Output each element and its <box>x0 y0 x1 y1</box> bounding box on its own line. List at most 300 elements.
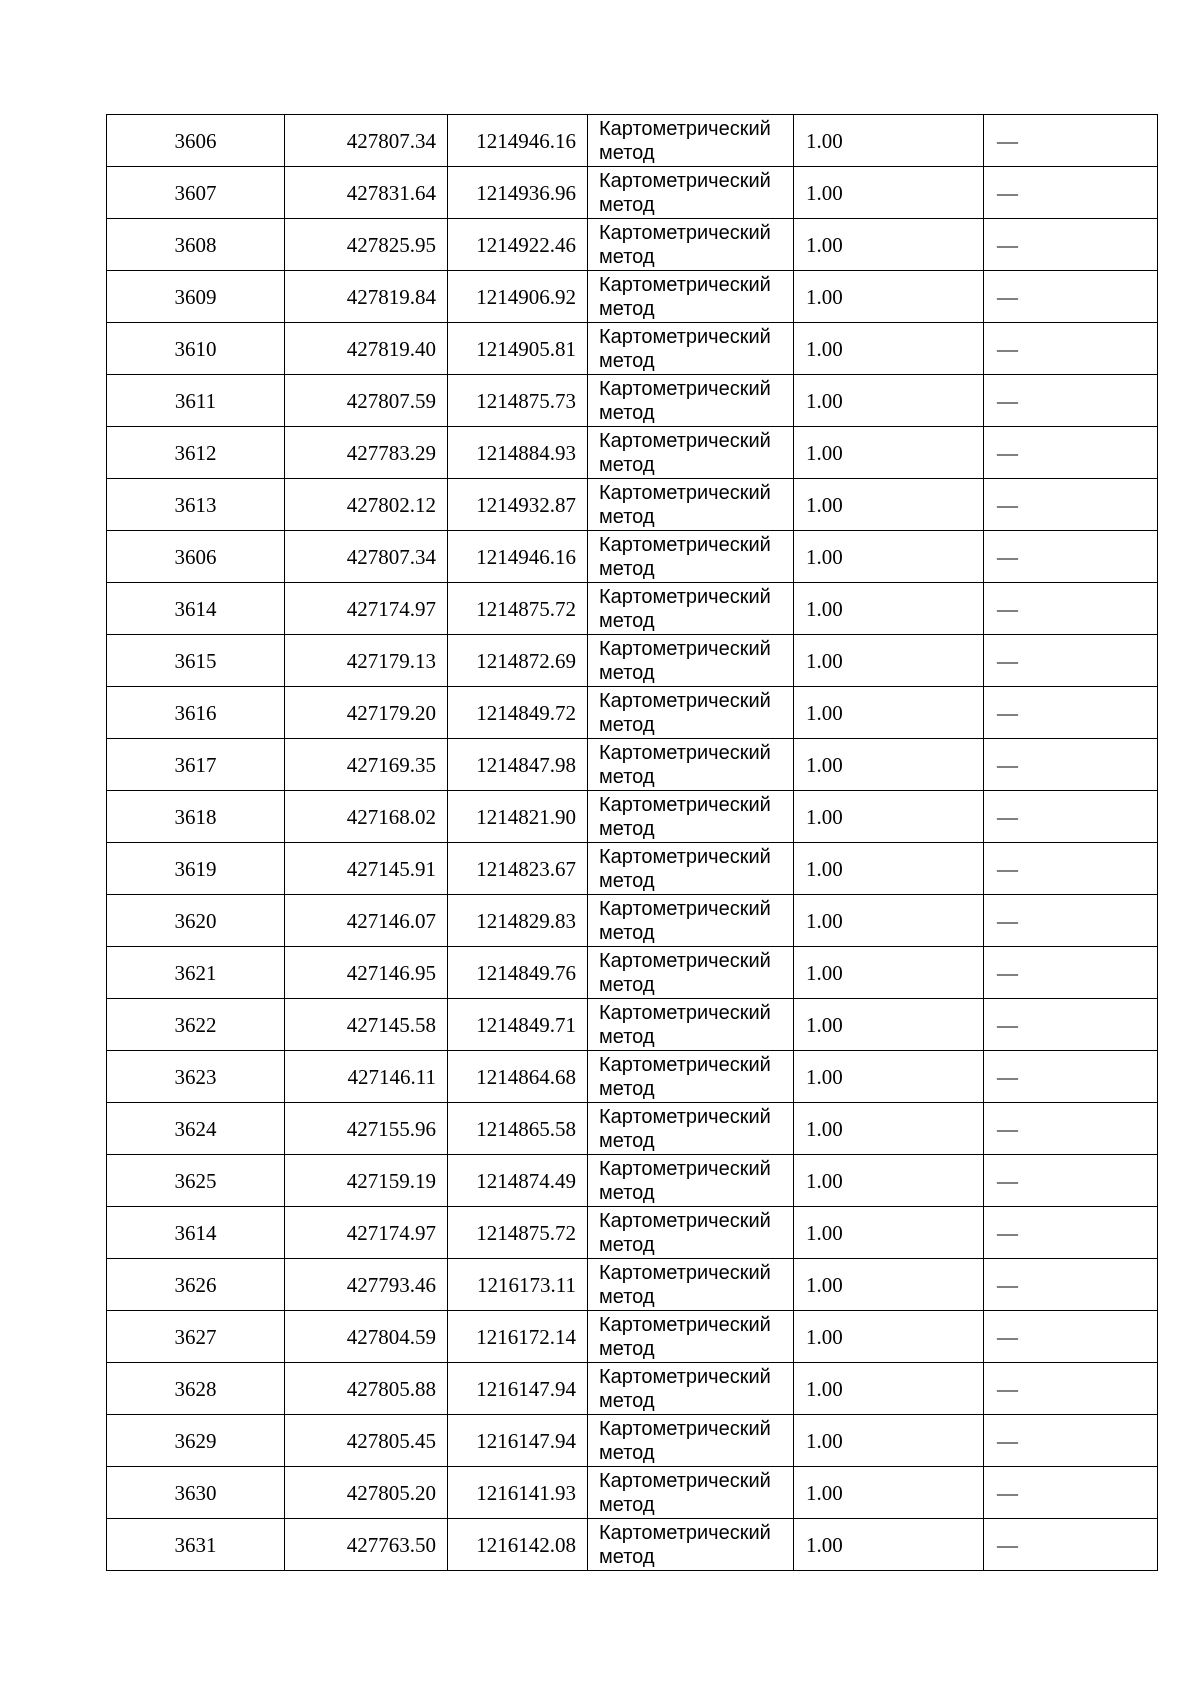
table-row <box>107 1311 1158 1363</box>
accuracy-cell <box>794 1207 984 1259</box>
accuracy-text: 1.00 <box>806 752 843 777</box>
table-row <box>107 1363 1158 1415</box>
x-coordinate-text: 427155.96 <box>346 1116 436 1141</box>
x-coordinate-text: 427807.59 <box>346 388 436 413</box>
y-coordinate-cell <box>448 427 588 479</box>
accuracy-text: 1.00 <box>806 492 843 517</box>
y-coordinate-text: 1214849.71 <box>476 1012 576 1037</box>
method-text: Картометрический метод <box>599 1417 771 1464</box>
accuracy-text: 1.00 <box>806 648 843 673</box>
description-cell <box>984 1259 1158 1311</box>
description-cell <box>984 479 1158 531</box>
accuracy-text: 1.00 <box>806 960 843 985</box>
method-cell <box>588 479 794 531</box>
x-coordinate-cell <box>285 843 448 895</box>
point-number-cell: 3623 <box>107 1051 285 1103</box>
x-coordinate-cell <box>285 895 448 947</box>
description-cell <box>984 1363 1158 1415</box>
x-coordinate-cell <box>285 479 448 531</box>
x-coordinate-text: 427783.29 <box>346 440 436 465</box>
method-cell <box>588 1363 794 1415</box>
x-coordinate-text: 427145.91 <box>346 856 436 881</box>
y-coordinate-text: 1214872.69 <box>476 648 576 673</box>
table-row <box>107 947 1158 999</box>
point-number-cell: 3613 <box>107 479 285 531</box>
accuracy-text: 1.00 <box>806 1064 843 1089</box>
accuracy-cell <box>794 739 984 791</box>
method-cell <box>588 1311 794 1363</box>
method-cell <box>588 219 794 271</box>
table-row <box>107 271 1158 323</box>
x-coordinate-cell <box>285 115 448 167</box>
method-text: Картометрический метод <box>599 273 771 320</box>
table-row <box>107 531 1158 583</box>
x-coordinate-text: 427146.95 <box>346 960 436 985</box>
y-coordinate-text: 1214875.72 <box>476 596 576 621</box>
method-cell <box>588 1103 794 1155</box>
table-row <box>107 479 1158 531</box>
y-coordinate-cell <box>448 1415 588 1467</box>
accuracy-text: 1.00 <box>806 804 843 829</box>
y-coordinate-text: 1214946.16 <box>476 128 576 153</box>
x-coordinate-text: 427819.84 <box>346 284 436 309</box>
method-cell <box>588 1467 794 1519</box>
y-coordinate-cell <box>448 895 588 947</box>
description-cell <box>984 947 1158 999</box>
y-coordinate-cell <box>448 167 588 219</box>
accuracy-text: 1.00 <box>806 1012 843 1037</box>
description-text: — <box>997 596 1018 621</box>
y-coordinate-text: 1214829.83 <box>476 908 576 933</box>
table-row <box>107 895 1158 947</box>
x-coordinate-text: 427174.97 <box>346 596 436 621</box>
point-number-cell: 3615 <box>107 635 285 687</box>
y-coordinate-cell <box>448 583 588 635</box>
accuracy-cell <box>794 791 984 843</box>
x-coordinate-text: 427168.02 <box>346 804 436 829</box>
method-text: Картометрический метод <box>599 1469 771 1516</box>
method-cell <box>588 375 794 427</box>
description-cell <box>984 167 1158 219</box>
method-text: Картометрический метод <box>599 377 771 424</box>
description-text: — <box>997 804 1018 829</box>
point-number-cell: 3627 <box>107 1311 285 1363</box>
accuracy-text: 1.00 <box>806 1532 843 1557</box>
description-text: — <box>997 440 1018 465</box>
x-coordinate-text: 427807.34 <box>346 544 436 569</box>
point-number-cell: 3616 <box>107 687 285 739</box>
method-text: Картометрический метод <box>599 845 771 892</box>
x-coordinate-cell <box>285 1311 448 1363</box>
y-coordinate-text: 1214875.73 <box>476 388 576 413</box>
description-cell <box>984 375 1158 427</box>
x-coordinate-cell <box>285 583 448 635</box>
method-text: Картометрический метод <box>599 1521 771 1568</box>
accuracy-text: 1.00 <box>806 1220 843 1245</box>
y-coordinate-text: 1214906.92 <box>476 284 576 309</box>
x-coordinate-text: 427146.11 <box>347 1064 436 1089</box>
accuracy-text: 1.00 <box>806 232 843 257</box>
description-cell <box>984 635 1158 687</box>
method-cell <box>588 999 794 1051</box>
accuracy-cell <box>794 1051 984 1103</box>
method-text: Картометрический метод <box>599 117 771 164</box>
x-coordinate-cell <box>285 739 448 791</box>
method-text: Картометрический метод <box>599 689 771 736</box>
description-text: — <box>997 388 1018 413</box>
accuracy-text: 1.00 <box>806 1116 843 1141</box>
point-number-cell: 3606 <box>107 115 285 167</box>
description-text: — <box>997 648 1018 673</box>
description-cell <box>984 1051 1158 1103</box>
y-coordinate-text: 1214922.46 <box>476 232 576 257</box>
y-coordinate-text: 1214865.58 <box>476 1116 576 1141</box>
accuracy-text: 1.00 <box>806 856 843 881</box>
method-text: Картометрический метод <box>599 325 771 372</box>
description-cell <box>984 1155 1158 1207</box>
table-row <box>107 1155 1158 1207</box>
y-coordinate-cell <box>448 687 588 739</box>
table-row <box>107 999 1158 1051</box>
y-coordinate-cell <box>448 531 588 583</box>
accuracy-text: 1.00 <box>806 440 843 465</box>
table-row <box>107 1259 1158 1311</box>
description-cell <box>984 999 1158 1051</box>
method-cell <box>588 739 794 791</box>
point-number-cell: 3625 <box>107 1155 285 1207</box>
accuracy-text: 1.00 <box>806 700 843 725</box>
x-coordinate-cell <box>285 323 448 375</box>
x-coordinate-cell <box>285 219 448 271</box>
point-number-cell: 3611 <box>107 375 285 427</box>
y-coordinate-text: 1214849.76 <box>476 960 576 985</box>
x-coordinate-text: 427179.20 <box>346 700 436 725</box>
accuracy-cell <box>794 895 984 947</box>
table-row <box>107 115 1158 167</box>
method-cell <box>588 531 794 583</box>
method-cell <box>588 1155 794 1207</box>
table-row <box>107 427 1158 479</box>
table-row <box>107 219 1158 271</box>
y-coordinate-cell <box>448 999 588 1051</box>
x-coordinate-cell <box>285 1259 448 1311</box>
point-number-cell: 3629 <box>107 1415 285 1467</box>
method-text: Картометрический метод <box>599 1209 771 1256</box>
description-cell <box>984 531 1158 583</box>
accuracy-text: 1.00 <box>806 1480 843 1505</box>
y-coordinate-cell <box>448 1155 588 1207</box>
description-text: — <box>997 1480 1018 1505</box>
point-number-cell: 3628 <box>107 1363 285 1415</box>
method-cell <box>588 1415 794 1467</box>
y-coordinate-text: 1214932.87 <box>476 492 576 517</box>
accuracy-text: 1.00 <box>806 596 843 621</box>
description-text: — <box>997 492 1018 517</box>
method-text: Картометрический метод <box>599 169 771 216</box>
y-coordinate-cell <box>448 1207 588 1259</box>
method-text: Картометрический метод <box>599 1105 771 1152</box>
x-coordinate-cell <box>285 1415 448 1467</box>
x-coordinate-text: 427825.95 <box>346 232 436 257</box>
x-coordinate-cell <box>285 1467 448 1519</box>
accuracy-cell <box>794 1415 984 1467</box>
method-text: Картометрический метод <box>599 533 771 580</box>
y-coordinate-text: 1214936.96 <box>476 180 576 205</box>
method-text: Картометрический метод <box>599 481 771 528</box>
accuracy-text: 1.00 <box>806 544 843 569</box>
table-row <box>107 1207 1158 1259</box>
table-row <box>107 635 1158 687</box>
description-cell <box>984 739 1158 791</box>
description-cell <box>984 583 1158 635</box>
table-row <box>107 1467 1158 1519</box>
description-cell <box>984 1103 1158 1155</box>
description-text: — <box>997 1116 1018 1141</box>
y-coordinate-text: 1216173.11 <box>477 1272 576 1297</box>
x-coordinate-cell <box>285 1207 448 1259</box>
description-cell <box>984 219 1158 271</box>
x-coordinate-cell <box>285 427 448 479</box>
accuracy-cell <box>794 375 984 427</box>
method-cell <box>588 115 794 167</box>
description-cell <box>984 115 1158 167</box>
method-cell <box>588 427 794 479</box>
point-number-cell: 3624 <box>107 1103 285 1155</box>
y-coordinate-cell <box>448 115 588 167</box>
method-cell <box>588 271 794 323</box>
accuracy-cell <box>794 1155 984 1207</box>
method-text: Картометрический метод <box>599 741 771 788</box>
method-cell <box>588 1051 794 1103</box>
y-coordinate-text: 1214821.90 <box>476 804 576 829</box>
method-cell <box>588 791 794 843</box>
y-coordinate-text: 1214849.72 <box>476 700 576 725</box>
accuracy-text: 1.00 <box>806 128 843 153</box>
y-coordinate-cell <box>448 1259 588 1311</box>
description-text: — <box>997 1272 1018 1297</box>
accuracy-cell <box>794 479 984 531</box>
accuracy-cell <box>794 271 984 323</box>
y-coordinate-cell <box>448 323 588 375</box>
y-coordinate-text: 1216147.94 <box>476 1428 576 1453</box>
method-text: Картометрический метод <box>599 793 771 840</box>
y-coordinate-cell <box>448 479 588 531</box>
y-coordinate-text: 1216141.93 <box>476 1480 576 1505</box>
point-number-cell: 3607 <box>107 167 285 219</box>
accuracy-cell <box>794 635 984 687</box>
x-coordinate-cell <box>285 375 448 427</box>
accuracy-text: 1.00 <box>806 1324 843 1349</box>
point-number-cell: 3620 <box>107 895 285 947</box>
method-cell <box>588 167 794 219</box>
accuracy-cell <box>794 167 984 219</box>
accuracy-cell <box>794 1467 984 1519</box>
description-cell <box>984 791 1158 843</box>
method-text: Картометрический метод <box>599 1313 771 1360</box>
point-number-cell: 3631 <box>107 1519 285 1571</box>
y-coordinate-cell <box>448 1363 588 1415</box>
y-coordinate-text: 1214884.93 <box>476 440 576 465</box>
method-cell <box>588 947 794 999</box>
point-number-cell: 3610 <box>107 323 285 375</box>
x-coordinate-text: 427805.45 <box>346 1428 436 1453</box>
point-number-cell: 3617 <box>107 739 285 791</box>
description-text: — <box>997 908 1018 933</box>
y-coordinate-cell <box>448 635 588 687</box>
y-coordinate-cell <box>448 843 588 895</box>
y-coordinate-cell <box>448 1103 588 1155</box>
y-coordinate-cell <box>448 375 588 427</box>
table-row <box>107 323 1158 375</box>
table-row <box>107 739 1158 791</box>
x-coordinate-text: 427763.50 <box>346 1532 436 1557</box>
y-coordinate-cell <box>448 1467 588 1519</box>
method-cell <box>588 843 794 895</box>
x-coordinate-text: 427179.13 <box>346 648 436 673</box>
table-body <box>107 115 1158 1571</box>
accuracy-cell <box>794 1259 984 1311</box>
table-row <box>107 375 1158 427</box>
method-text: Картометрический метод <box>599 1001 771 1048</box>
method-text: Картометрический метод <box>599 1365 771 1412</box>
x-coordinate-text: 427174.97 <box>346 1220 436 1245</box>
description-cell <box>984 1467 1158 1519</box>
point-number-cell: 3622 <box>107 999 285 1051</box>
accuracy-cell <box>794 1311 984 1363</box>
x-coordinate-text: 427804.59 <box>346 1324 436 1349</box>
point-number-cell: 3614 <box>107 1207 285 1259</box>
description-cell <box>984 687 1158 739</box>
description-cell <box>984 843 1158 895</box>
description-text: — <box>997 1012 1018 1037</box>
x-coordinate-text: 427807.34 <box>346 128 436 153</box>
accuracy-cell <box>794 1519 984 1571</box>
x-coordinate-text: 427805.20 <box>346 1480 436 1505</box>
x-coordinate-text: 427805.88 <box>346 1376 436 1401</box>
method-text: Картометрический метод <box>599 1261 771 1308</box>
description-text: — <box>997 128 1018 153</box>
y-coordinate-text: 1214823.67 <box>476 856 576 881</box>
x-coordinate-cell <box>285 1051 448 1103</box>
method-text: Картометрический метод <box>599 221 771 268</box>
accuracy-cell <box>794 531 984 583</box>
x-coordinate-cell <box>285 791 448 843</box>
point-number-cell: 3630 <box>107 1467 285 1519</box>
description-cell <box>984 895 1158 947</box>
point-number-cell: 3606 <box>107 531 285 583</box>
point-number-cell: 3614 <box>107 583 285 635</box>
y-coordinate-text: 1214847.98 <box>476 752 576 777</box>
accuracy-cell <box>794 1363 984 1415</box>
description-text: — <box>997 1532 1018 1557</box>
method-text: Картометрический метод <box>599 429 771 476</box>
description-text: — <box>997 752 1018 777</box>
y-coordinate-text: 1214875.72 <box>476 1220 576 1245</box>
y-coordinate-text: 1216147.94 <box>476 1376 576 1401</box>
method-text: Картометрический метод <box>599 1053 771 1100</box>
accuracy-text: 1.00 <box>806 284 843 309</box>
x-coordinate-text: 427793.46 <box>346 1272 436 1297</box>
description-cell <box>984 1519 1158 1571</box>
table-row <box>107 1103 1158 1155</box>
method-text: Картометрический метод <box>599 897 771 944</box>
method-cell <box>588 583 794 635</box>
description-cell <box>984 1415 1158 1467</box>
accuracy-text: 1.00 <box>806 1376 843 1401</box>
accuracy-text: 1.00 <box>806 336 843 361</box>
y-coordinate-text: 1216142.08 <box>476 1532 576 1557</box>
accuracy-cell <box>794 115 984 167</box>
point-number-cell: 3608 <box>107 219 285 271</box>
method-cell <box>588 895 794 947</box>
x-coordinate-text: 427146.07 <box>346 908 436 933</box>
description-text: — <box>997 960 1018 985</box>
x-coordinate-cell <box>285 1155 448 1207</box>
description-text: — <box>997 284 1018 309</box>
accuracy-cell <box>794 687 984 739</box>
method-cell <box>588 1207 794 1259</box>
y-coordinate-cell <box>448 791 588 843</box>
table-row <box>107 687 1158 739</box>
description-cell <box>984 1207 1158 1259</box>
method-text: Картометрический метод <box>599 585 771 632</box>
method-cell <box>588 323 794 375</box>
table-row <box>107 1415 1158 1467</box>
y-coordinate-text: 1216172.14 <box>476 1324 576 1349</box>
description-text: — <box>997 700 1018 725</box>
method-text: Картометрический метод <box>599 949 771 996</box>
accuracy-cell <box>794 323 984 375</box>
x-coordinate-cell <box>285 1363 448 1415</box>
description-text: — <box>997 1064 1018 1089</box>
description-cell <box>984 271 1158 323</box>
description-cell <box>984 427 1158 479</box>
y-coordinate-text: 1214864.68 <box>476 1064 576 1089</box>
table-row <box>107 843 1158 895</box>
accuracy-cell <box>794 1103 984 1155</box>
accuracy-cell <box>794 999 984 1051</box>
point-number-cell: 3618 <box>107 791 285 843</box>
coordinates-table <box>106 114 1158 1571</box>
x-coordinate-cell <box>285 167 448 219</box>
table-row <box>107 1519 1158 1571</box>
x-coordinate-text: 427819.40 <box>346 336 436 361</box>
description-cell <box>984 1311 1158 1363</box>
x-coordinate-cell <box>285 1519 448 1571</box>
method-cell <box>588 1259 794 1311</box>
x-coordinate-cell <box>285 687 448 739</box>
description-text: — <box>997 1324 1018 1349</box>
description-text: — <box>997 180 1018 205</box>
x-coordinate-text: 427145.58 <box>346 1012 436 1037</box>
x-coordinate-cell <box>285 271 448 323</box>
y-coordinate-text: 1214905.81 <box>476 336 576 361</box>
accuracy-cell <box>794 947 984 999</box>
table-row <box>107 1051 1158 1103</box>
x-coordinate-text: 427831.64 <box>346 180 436 205</box>
accuracy-text: 1.00 <box>806 388 843 413</box>
accuracy-text: 1.00 <box>806 1272 843 1297</box>
method-text: Картометрический метод <box>599 1157 771 1204</box>
accuracy-text: 1.00 <box>806 1428 843 1453</box>
point-number-cell: 3609 <box>107 271 285 323</box>
description-text: — <box>997 856 1018 881</box>
accuracy-text: 1.00 <box>806 180 843 205</box>
method-text: Картометрический метод <box>599 637 771 684</box>
accuracy-cell <box>794 843 984 895</box>
description-text: — <box>997 232 1018 257</box>
method-cell <box>588 687 794 739</box>
